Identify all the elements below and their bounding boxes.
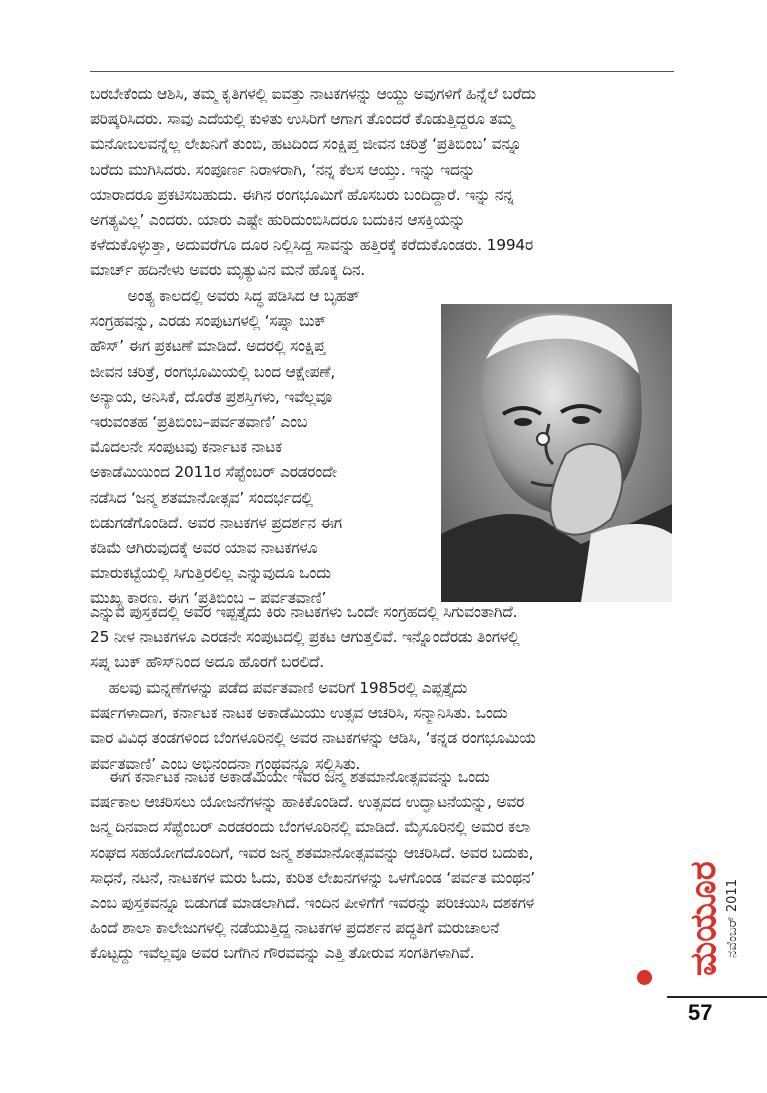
text-line: ವರ್ಷಗಳಾದಾಗ, ಕರ್ನಾಟಕ ನಾಟಕ ಅಕಾಡೆಮಿಯು ಉತ್ಸವ ಆಚರಿಸಿ, ಸನ್ಮಾನಿಸಿತು. ಒಂದು	[90, 704, 508, 723]
text-line: 25 ನೀಳ ನಾಟಕಗಳೂ ಎರಡನೇ ಸಂಪುಟದಲ್ಲಿ ಪ್ರಕಟ ಆಗುತ್ತಲಿವೆ. ಇನ್ನೊಂದೆರಡು ತಿಂಗಳಲ್ಲಿ	[90, 628, 520, 647]
text-line: ಹಿಂದೆ ಶಾಲಾ ಕಾಲೇಜುಗಳಲ್ಲಿ ನಡೆಯುತ್ತಿದ್ದ ನಾಟಕಗಳ ಪ್ರದರ್ಶನ ಪದ್ಧತಿಗೆ ಮರುಚಾಲನೆ	[90, 919, 500, 938]
text-line: ಸಂಘದ ಸಹಯೋಗದೊಂದಿಗೆ, ಇವರ ಜನ್ಮ ಶತಮಾನೋತ್ಸವವನ್ನು ಆಚರಿಸಿದೆ. ಅವರ ಬದುಕು,	[90, 843, 534, 862]
red-dot-icon	[637, 970, 652, 985]
text-line: ಅಕಾಡೆಮಿಯಿಂದ 2011ರ ಸೆಪ್ಟೆಂಬರ್ ಎರಡರಂದೇ	[90, 463, 337, 482]
text-line: ಬರೆದು ಮುಗಿಸಿದರು. ಸಂಪೂರ್ಣ ನಿರಾಳರಾಗಿ, ‘ನನ್ನ ಕೆಲಸ ಆಯ್ತು. ಇನ್ನು ಇದನ್ನು	[90, 160, 475, 179]
magazine-sidebar	[681, 786, 740, 976]
paragraph-2-full	[90, 600, 519, 676]
paragraph-4	[90, 765, 535, 967]
text-line: ಹೌಸ್’ ಈಗ ಪ್ರಕಟಣೆ ಮಾಡಿದೆ. ಅದರಲ್ಲಿ ಸಂಕ್ಷಿಪ್ತ	[90, 337, 326, 356]
top-rule	[90, 71, 674, 72]
text-line: ಹಲವು ಮನ್ನಣೆಗಳನ್ನು ಪಡೆದ ಪರ್ವತವಾಣಿ ಅವರಿಗೆ 1985ರಲ್ಲಿ ಎಪ್ಪತ್ತೈದು	[90, 679, 468, 697]
text-line: ಯಾರಾದರೂ ಪ್ರಕಟಿಸಬಹುದು. ಈಗಿನ ರಂಗಭೂಮಿಗೆ ಹೊಸಬರು ಬಂದಿದ್ದಾರೆ. ಇನ್ನು ನನ್ನ	[90, 185, 514, 204]
text-line: ಬಿಡುಗಡೆಗೊಂಡಿದೆ. ಅವರ ನಾಟಕಗಳ ಪ್ರದರ್ಶನ ಈಗ	[90, 513, 342, 532]
page-number: 57	[688, 1000, 713, 1025]
paragraph-1	[90, 82, 536, 284]
text-line: ಜನ್ಮ ದಿನವಾದ ಸೆಪ್ಟೆಂಬರ್ ಎರಡರಂದು ಬೆಂಗಳೂರಿನಲ್ಲಿ ಮಾಡಿದೆ. ಮೈಸೂರಿನಲ್ಲಿ ಅಮರ ಕಲಾ	[90, 818, 531, 837]
text-line: ಇರುವಂತಹ ‘ಪ್ರತಿಬಿಂಬ–ಪರ್ವತವಾಣಿ’ ಎಂಬ	[90, 413, 308, 432]
text-line: ವಾರ ವಿವಿಧ ತಂಡಗಳಿಂದ ಬೆಂಗಳೂರಿನಲ್ಲಿ ಅವರ ನಾಟಕಗಳನ್ನು ಆಡಿಸಿ, ‘ಕನ್ನಡ ರಂಗಭೂಮಿಯ	[90, 729, 536, 748]
text-line: ಪರ್ವತವಾಣಿ’ ಎಂಬ ಅಭಿನಂದನಾ ಗ್ರಂಥವನ್ನೂ ಸಲ್ಲಿಸಿತು.	[90, 754, 361, 773]
text-line: ನಡೆಸಿದ ‘ಜನ್ಮ ಶತಮಾನೋತ್ಸವ’ ಸಂದರ್ಭದಲ್ಲಿ	[90, 488, 313, 507]
text-line: ಸಂಗ್ರಹವನ್ನು, ಎರಡು ಸಂಪುಟಗಳಲ್ಲಿ ‘ಸಪ್ನಾ ಬುಕ್	[90, 312, 326, 331]
bottom-rule	[667, 996, 767, 998]
text-line: ಪರಿಷ್ಕರಿಸಿದರು. ಸಾವು ಎದೆಯಲ್ಲಿ ಕುಳಿತು ಉಸಿರಿಗೆ ಆಗಾಗ ತೊಂದರೆ ಕೊಡುತ್ತಿದ್ದರೂ ತಮ್ಮ	[90, 110, 514, 129]
text-line: ಎಂಬ ಪುಸ್ತಕವನ್ನೂ ಬಿಡುಗಡೆ ಮಾಡಲಾಗಿದೆ. ಇಂದಿನ ಪೀಳಿಗೆಗೆ ಇವರನ್ನು ಪರಿಚಯಿಸಿ ದಶಕಗಳ	[90, 894, 534, 913]
paragraph-3	[90, 676, 536, 777]
text-line: ಮನೋಬಲವನ್ನೆಲ್ಲ ಲೇಖನಿಗೆ ತುಂಬಿ, ಹಟದಿಂದ ಸಂಕ್ಷಿಪ್ತ ಜೀವನ ಚರಿತ್ರೆ ‘ಪ್ರತಿಬಿಂಬ’ ವನ್ನೂ	[90, 135, 522, 154]
issue-date: ನವೆಂಬರ್ 2011	[725, 879, 740, 958]
portrait-photo	[441, 304, 672, 602]
text-line: ಅಂತ್ಯ ಕಾಲದಲ್ಲಿ ಅವರು ಸಿದ್ಧ ಪಡಿಸಿದ ಆ ಬೃಹತ್	[90, 287, 360, 305]
text-line: ಜೀವನ ಚರಿತ್ರೆ, ರಂಗಭೂಮಿಯಲ್ಲಿ ಬಂದ ಆಕ್ಷೇಪಣೆ,	[90, 362, 336, 381]
text-line: ಎನ್ನುವ ಪುಸ್ತಕದಲ್ಲಿ ಅವರ ಇಪ್ಪತ್ತೈದು ಕಿರು ನಾಟಕಗಳು ಒಂದೇ ಸಂಗ್ರಹದಲ್ಲಿ ಸಿಗುವಂತಾಗಿದೆ.	[90, 603, 518, 621]
text-line: ಕಳೆದುಕೊಳ್ಳುತ್ತಾ, ಅದುವರೆಗೂ ದೂರ ನಿಲ್ಲಿಸಿದ್ದ ಸಾವನ್ನು ಹತ್ತಿರಕ್ಕೆ ಕರೆದುಕೊಂಡರು. 1994ರ	[90, 236, 533, 255]
portrait-illustration	[441, 304, 672, 602]
text-line: ಈಗ ಕರ್ನಾಟಕ ನಾಟಕ ಅಕಾಡೆಮಿಯೇ ಇವರ ಜನ್ಮ ಶತಮಾನೋತ್ಸವವನ್ನು ಒಂದು	[90, 768, 490, 786]
text-line: ಮೊದಲನೇ ಸಂಪುಟವು ಕರ್ನಾಟಕ ನಾಟಕ	[90, 438, 282, 457]
text-line: ಸಾಧನೆ, ನಟನೆ, ನಾಟಕಗಳ ಮರು ಓದು, ಕುರಿತ ಲೇಖನಗಳನ್ನು ಒಳಗೊಂಡ ‘ಪರ್ವತ ಮಂಥನ’	[90, 868, 535, 887]
text-line: ಬರಬೇಕೆಂದು ಆಶಿಸಿ, ತಮ್ಮ ಕೃತಿಗಳಲ್ಲಿ ಐವತ್ತು ನಾಟಕಗಳನ್ನು ಆಯ್ದು ಅವುಗಳಿಗೆ ಹಿನ್ನೆಲೆ ಬರೆದು	[90, 85, 536, 103]
text-line: ಕೊಟ್ಟದ್ದು ಇವೆಲ್ಲವೂ ಅವರ ಬಗೆಗಿನ ಗೌರವವನ್ನು ಎತ್ತಿ ತೋರುವ ಸಂಗತಿಗಳಾಗಿವೆ.	[90, 944, 475, 963]
text-line: ಮಾರುಕಟ್ಟೆಯಲ್ಲಿ ಸಿಗುತ್ತಿರಲಿಲ್ಲ ಎನ್ನುವುದೂ ಒಂದು	[90, 564, 331, 583]
text-line: ಅಗತ್ಯವಿಲ್ಲ’ ಎಂದರು. ಯಾರು ಎಷ್ಟೇ ಹುರಿದುಂಬಿಸಿದರೂ ಬದುಕಿನ ಆಸಕ್ತಿಯನ್ನು	[90, 211, 466, 230]
magazine-name: ಮಯೂರ	[683, 861, 724, 976]
text-line: ಮಾರ್ಚ್ ಹದಿನೇಳು ಅವರು ಮೃತ್ಯುವಿನ ಮನೆ ಹೊಕ್ಕ ದಿನ.	[90, 261, 366, 280]
text-line: ಸಪ್ನ ಬುಕ್ ಹೌಸ್‌ನಿಂದ ಅದೂ ಹೊರಗೆ ಬರಲಿದೆ.	[90, 653, 324, 672]
text-line: ಮುಖ್ಯ ಕಾರಣ. ಈಗ ‘ಪ್ರತಿಬಿಂಬ – ಪರ್ವತವಾಣಿ’	[90, 589, 327, 608]
paragraph-2-wrapped	[90, 284, 359, 612]
text-line: ವರ್ಷಕಾಲ ಆಚರಿಸಲು ಯೋಜನೆಗಳನ್ನು ಹಾಕಿಕೊಂಡಿದೆ. ಉತ್ಸವದ ಉದ್ಘಾಟನೆಯನ್ನು, ಅವರ	[90, 793, 525, 812]
text-line: ಕಡಿಮೆ ಆಗಿರುವುದಕ್ಕೆ ಅವರ ಯಾವ ನಾಟಕಗಳೂ	[90, 539, 318, 558]
text-line: ಅನ್ಯಾಯ, ಅನಿಸಿಕೆ, ದೊರೆತ ಪ್ರಶಸ್ತಿಗಳು, ಇವೆಲ್ಲವೂ	[90, 387, 332, 406]
